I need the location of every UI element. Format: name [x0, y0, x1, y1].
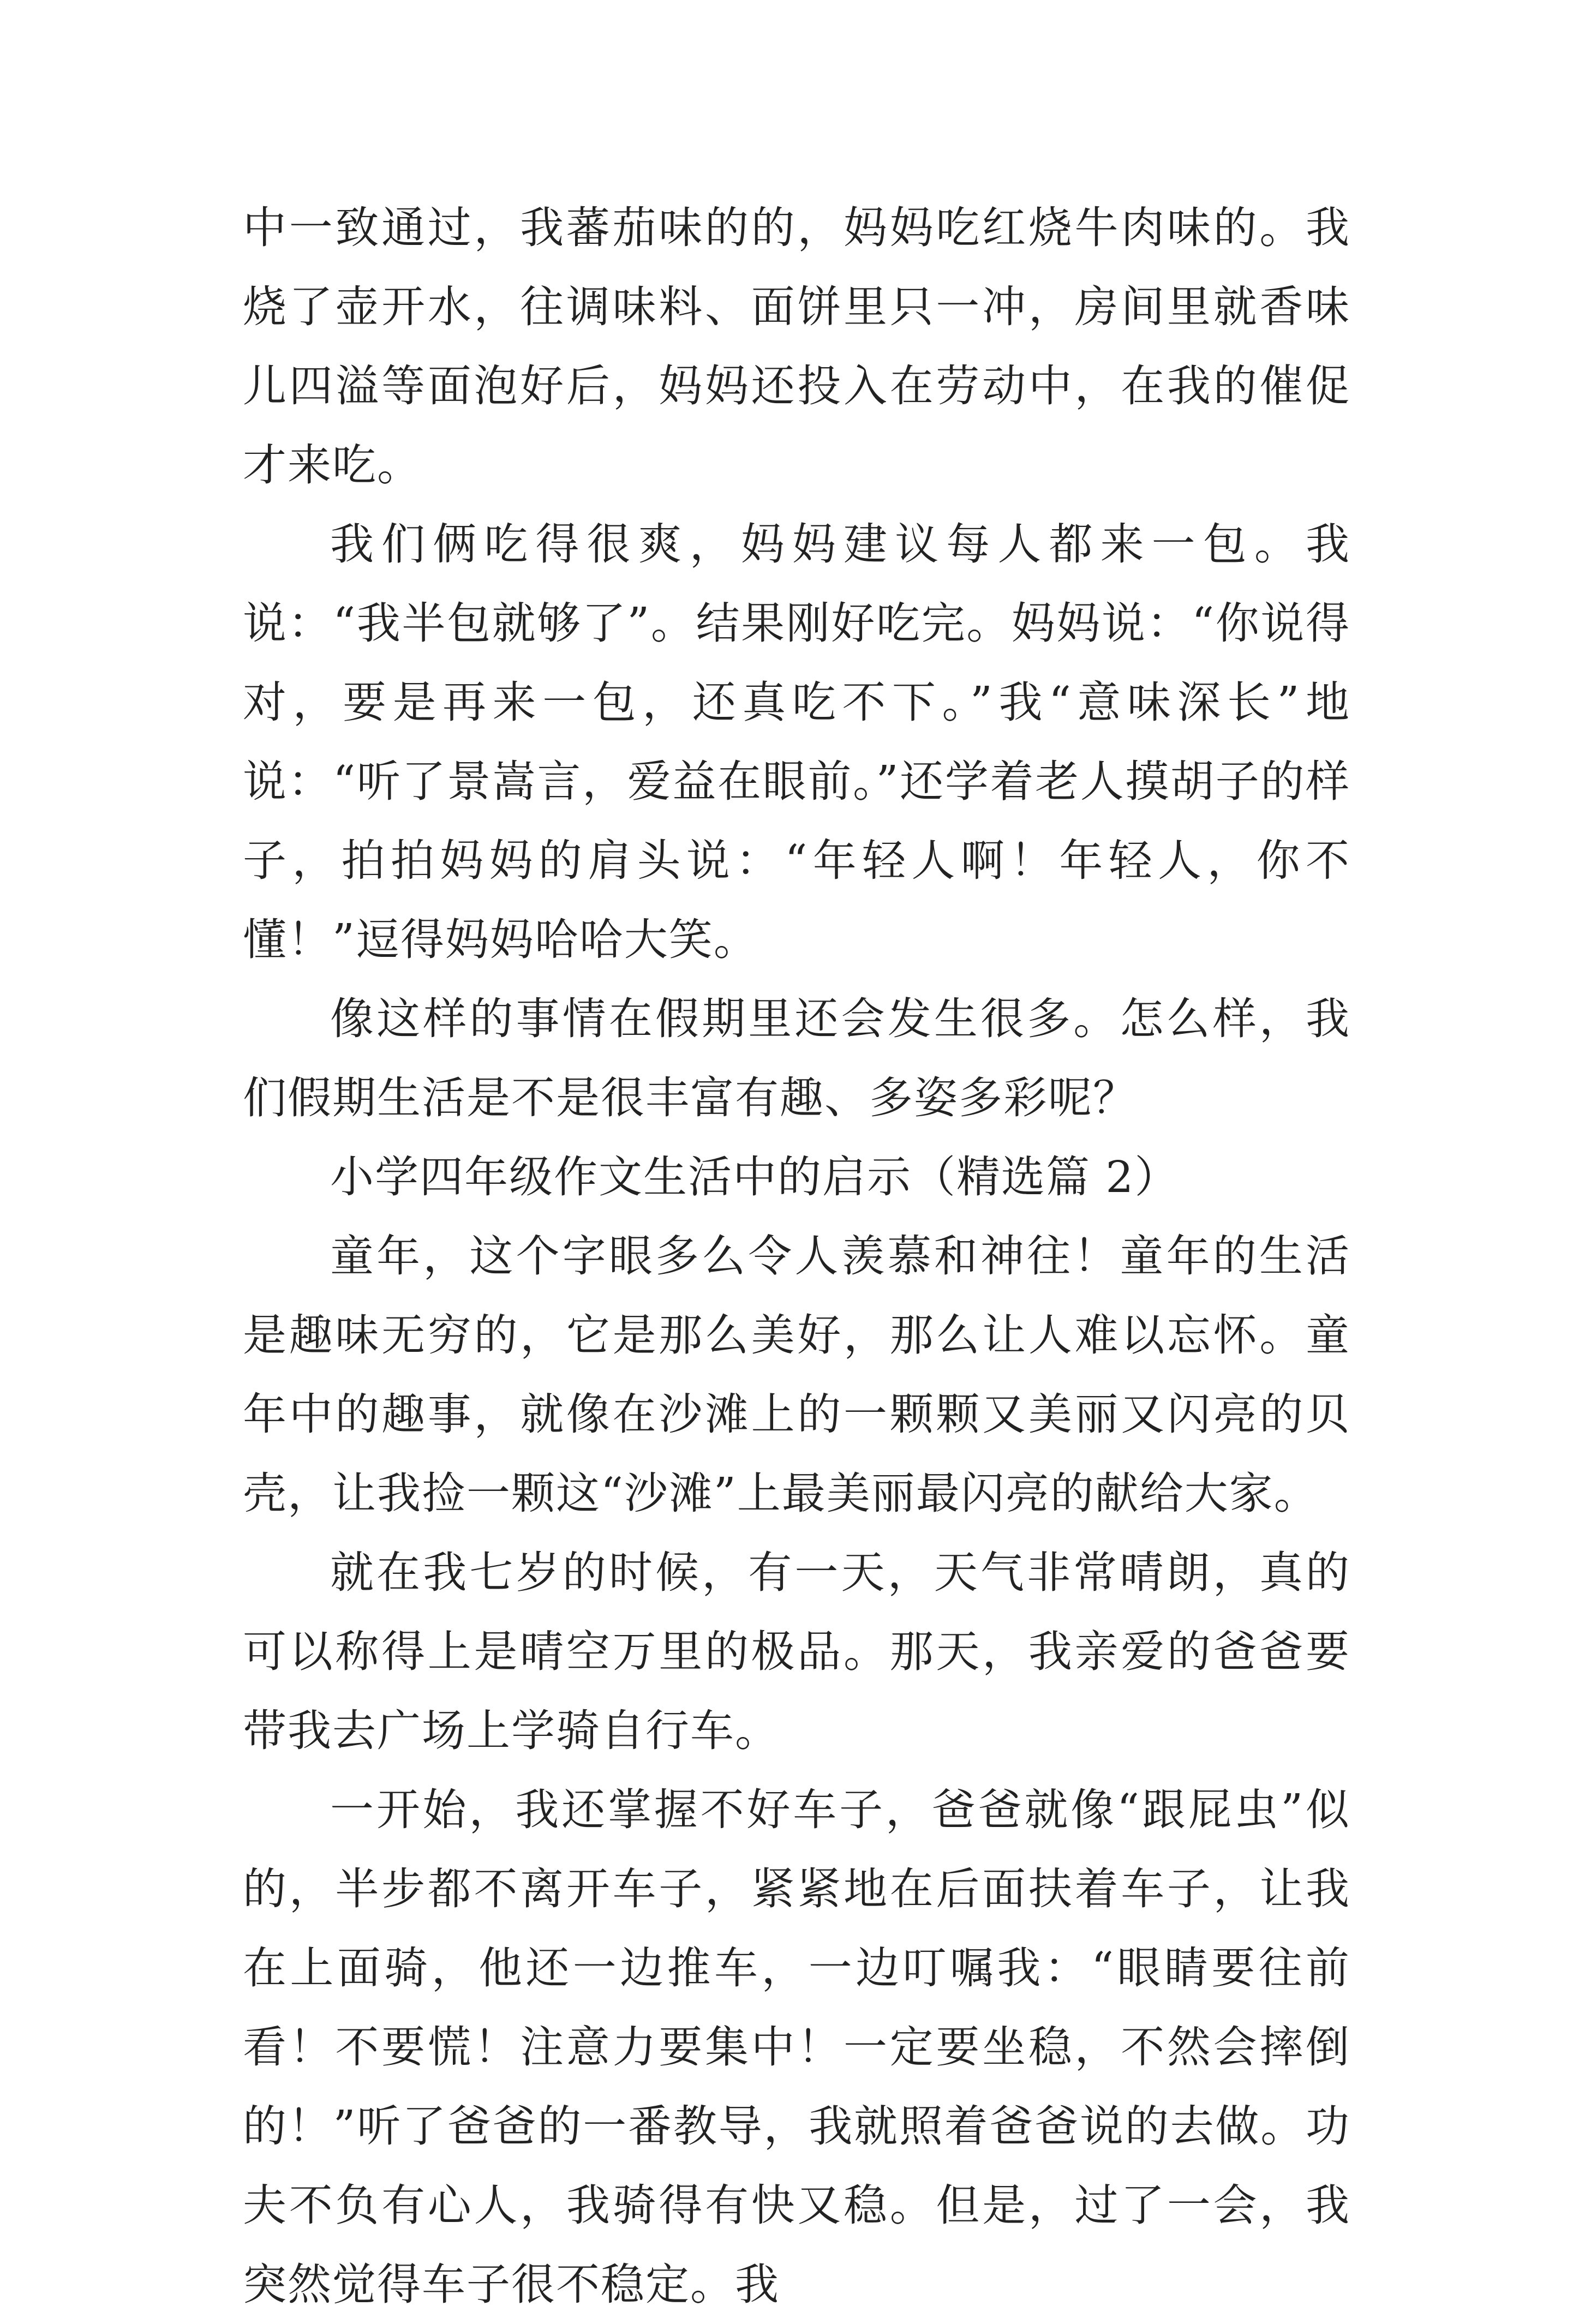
- paragraph: 就在我七岁的时候，有一天，天气非常晴朗，真的可以称得上是晴空万里的极品。那天，我亲爱的爸爸要带我去广场上学骑自行车。: [243, 1547, 1350, 1756]
- paragraph: 童年，这个字眼多么令人羡慕和神往！童年的生活是趣味无穷的，它是那么美好，那么让人难以忘怀。童年中的趣事，就像在沙滩上的一颗颗又美丽又闪亮的贝壳，让我捡一颗这“沙滩”上最美丽最闪亮的献给大家。: [243, 1231, 1350, 1519]
- paragraph-continued: 中一致通过，我蕃茄味的的，妈妈吃红烧牛肉味的。我烧了壶开水，往调味料、面饼里只一冲，房间里就香味儿四溢等面泡好后，妈妈还投入在劳动中，在我的催促才来吃。: [243, 202, 1350, 490]
- paragraph: 我们俩吃得很爽，妈妈建议每人都来一包。我说：“我半包就够了”。结果刚好吃完。妈妈说：“你说得对，要是再来一包，还真吃不下。”我“意味深长”地说：“听了景嵩言，爱益在眼前。”还学着老人摸胡子的样子，拍拍妈妈的肩头说：“年轻人啊！年轻人，你不懂！”逗得妈妈哈哈大笑。: [243, 519, 1350, 965]
- document-body: [243, 188, 1350, 2324]
- section-heading: 小学四年级作文生活中的启示（精选篇 2）: [330, 1152, 1180, 1202]
- paragraph: 像这样的事情在假期里还会发生很多。怎么样，我们假期生活是不是很丰富有趣、多姿多彩呢？: [243, 993, 1350, 1123]
- paragraph: 一开始，我还掌握不好车子，爸爸就像“跟屁虫”似的，半步都不离开车子，紧紧地在后面扶着车子，让我在上面骑，他还一边推车，一边叮嘱我：“眼睛要往前看！不要慌！注意力要集中！一定要坐稳，不然会摔倒的！”听了爸爸的一番教导，我就照着爸爸说的去做。功夫不负有心人，我骑得有快又稳。但是，过了一会，我突然觉得车子很不稳定。我: [243, 1784, 1350, 2310]
